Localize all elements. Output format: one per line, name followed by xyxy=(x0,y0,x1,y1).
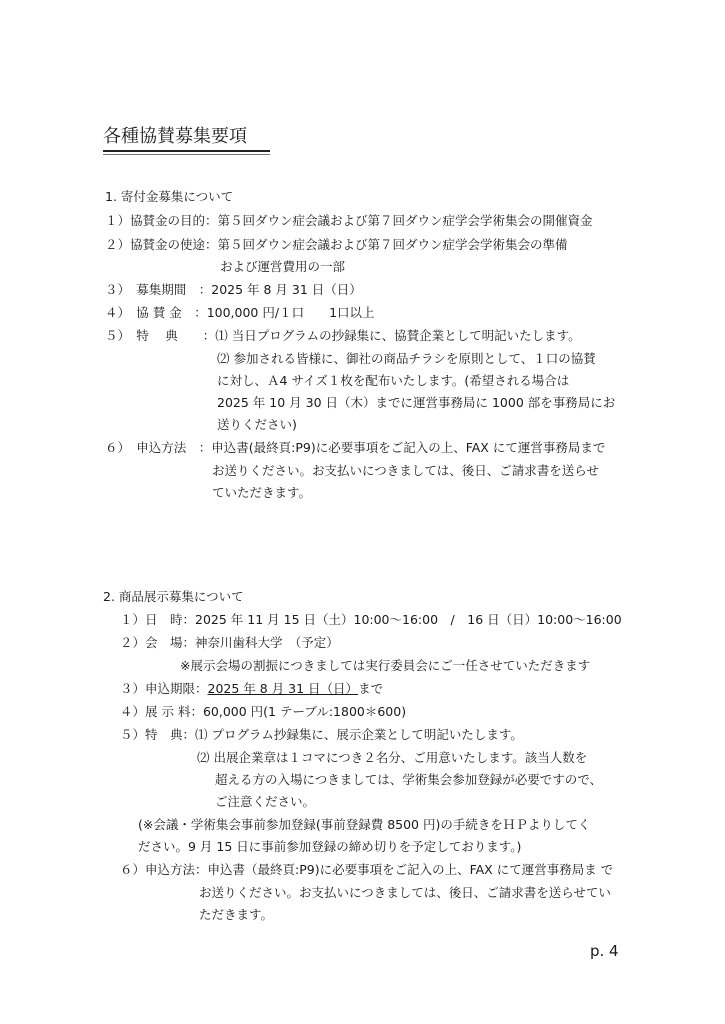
s2-line-benefit-3: 超える方の入場につきましては、学術集会参加登録が必要ですので、 xyxy=(215,772,603,787)
s1-line-benefit-4: 2025 年 10 月 30 日（木）までに運営事務局に 1000 部を事務局にお xyxy=(217,395,616,410)
document-title: 各種協賛募集要項 xyxy=(103,126,247,147)
title-underline xyxy=(103,150,270,152)
s2-line-venue-note: ※展示会場の割振につきましては実行委員会にご一任させていただきます xyxy=(180,658,591,673)
s2-line-apply: ６）申込方法：申込書（最終頁:P9)に必要事項をご記入の上、FAX にて運営事務局ま で xyxy=(120,862,614,877)
s2-line-venue: ２）会 場：神奈川歯科大学 （予定） xyxy=(120,635,339,650)
s1-line-apply-2: お送りください。お支払いにつきましては、後日、ご請求書を送らせ xyxy=(212,463,599,478)
section1-heading: 1. 寄付金募集について xyxy=(105,189,234,204)
page-number: p. 4 xyxy=(590,942,619,960)
s1-line-benefit-5: 送りください) xyxy=(217,417,297,432)
s2-line-deadline xyxy=(120,681,383,696)
section2-heading: 2. 商品展示募集について xyxy=(103,589,244,604)
s1-line-usage: ２）協賛金の使途：第５回ダウン症会議および第７回ダウン症学会学術集会の準備 xyxy=(105,237,568,252)
s2-line-apply-3: ただきます。 xyxy=(199,907,274,922)
s2-line-benefit-2: ⑵ 出展企業章は１コマにつき２名分、ご用意いたします。該当人数を xyxy=(197,750,588,765)
s1-line-amount: ４） 協 賛 金 ：100,000 円/１口 1口以上 xyxy=(105,305,375,320)
s1-line-usage-cont: および運営費用の一部 xyxy=(220,259,346,274)
s2-line-benefit: ５）特 典：⑴ プログラム抄録集に、展示企業として明記いたします。 xyxy=(120,727,523,742)
s2-line-fee: ４）展 示 料：60,000 円(1 テーブル:1800＊600) xyxy=(120,704,407,719)
s1-line-benefit-2: ⑵ 参加される皆様に、御社の商品チラシを原則として、１口の協賛 xyxy=(217,351,596,366)
s1-line-benefit: ５） 特 典 ：⑴ 当日プログラムの抄録集に、協賛企業として明記いたします。 xyxy=(105,328,581,343)
s1-line-benefit-3: に対し、Ａ4 サイズ１枚を配布いたします。(希望される場合は xyxy=(217,373,570,388)
s1-line-apply: ６） 申込方法 ：申込書(最終頁:P9)に必要事項をご記入の上、FAX にて運営事務局まで xyxy=(105,440,606,455)
s1-line-apply-3: ていただきます。 xyxy=(212,485,312,500)
s2-deadline-label: ３）申込期限： xyxy=(120,681,208,696)
s2-deadline-date: 2025 年 8 月 31 日（日） xyxy=(207,681,359,696)
s2-note-line-1: (※会議・学術集会事前参加登録(事前登録費 8500 円)の手続きをＨＰよりしてく xyxy=(138,817,591,832)
s1-line-period: ３） 募集期間 ：2025 年 8 月 31 日（日） xyxy=(105,282,362,297)
title-underline-shadow xyxy=(103,154,270,155)
s1-line-purpose: １）協賛金の目的：第５回ダウン症会議および第７回ダウン症学会学術集会の開催資金 xyxy=(105,213,593,228)
s2-note-line-2: ださい。9 月 15 日に事前参加登録の締め切りを予定しております。) xyxy=(138,839,522,854)
s2-deadline-suffix: まで xyxy=(358,681,384,696)
s2-line-apply-2: お送りください。お支払いにつきましては、後日、ご請求書を送らせてい xyxy=(199,885,611,900)
s2-line-benefit-4: ご注意ください。 xyxy=(215,794,316,809)
s2-line-datetime: １）日 時：2025 年 11 月 15 日（土）10:00〜16:00 / 16 日（日）10:00〜16:00 xyxy=(120,612,622,627)
